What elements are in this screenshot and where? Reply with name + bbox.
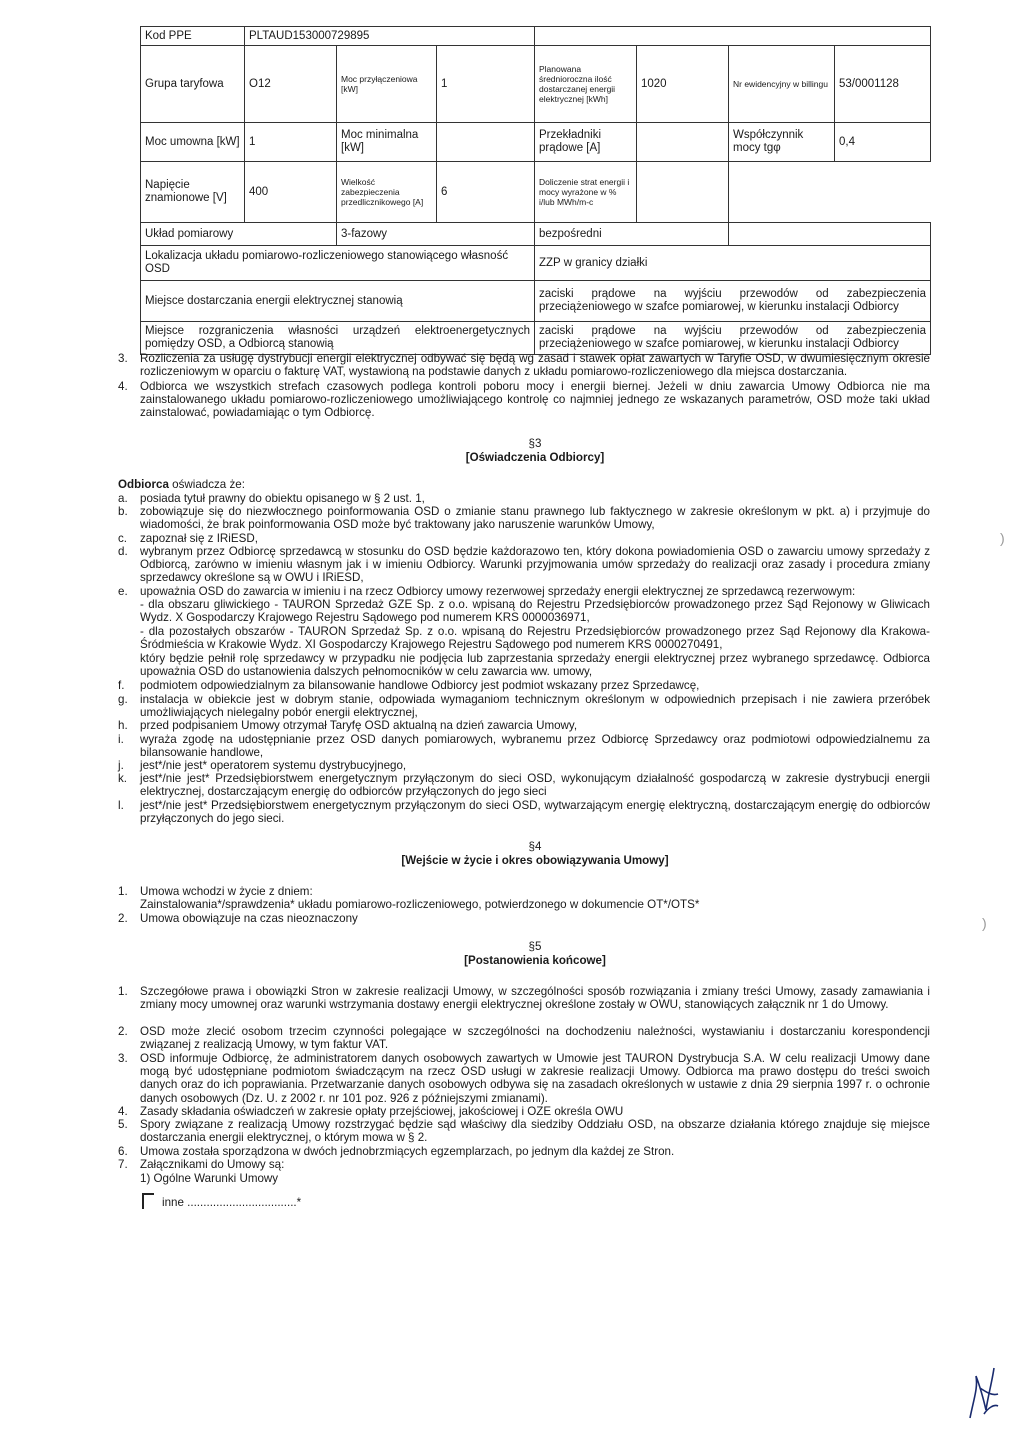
nr-ewid-value: 53/0001128 bbox=[835, 46, 931, 123]
planowana-label: Planowana średnioroczna ilość dostarczanej energii elektrycznej [kWh] bbox=[535, 46, 637, 123]
list-item: upoważnia OSD do zawarcia w imieniu i na rzecz Odbiorcy umowy rezerwowej sprzedaży energii elektrycznej ze sprzedawcą rezerwowym: bbox=[140, 585, 856, 598]
miejsce-dost-label: Miejsce dostarczania energii elektrycznej stanowią bbox=[141, 281, 535, 322]
empty-cell bbox=[729, 162, 931, 223]
list-item: posiada tytuł prawny do obiektu opisanego w § 2 ust. 1, bbox=[140, 492, 425, 505]
list-item: - dla pozostałych obszarów - TAURON Sprzedaż Sp. z o.o. wpisaną do Rejestru Przedsiębiorców prowadzonego przez Sąd Rejonowy dla Krakowa-Śródmieścia w Krakowie Wydz. XI Gospodarczy Krajowego Rejestru Sądowego pod numerem KRS 0000270491, bbox=[140, 625, 930, 652]
paragraph-4-1a: Umowa wchodzi w życie z dniem: bbox=[140, 885, 313, 898]
section-3-title: [Oświadczenia Odbiorcy] bbox=[465, 451, 605, 464]
margin-bracket-icon: ) bbox=[1000, 530, 1005, 546]
list-item: jest*/nie jest* Przedsiębiorstwem energetycznym przyłączonym do sieci OSD, wykonującym działalność gospodarczą w zakresie dystrybucji energii elektrycznej, dostarczającym energię do odbiorców przyłączonych do jego sieci bbox=[140, 772, 930, 799]
wspolczynnik-label: Współczynnik mocy tgφ bbox=[729, 123, 835, 162]
list-item: który będzie pełnił rolę sprzedawcy w przypadku nie podjęcia lub zaprzestania sprzedaży energii elektrycznej przez wybranego sprzedawcę. Odbiorca upoważnia OSD do ustanowienia dalszych pełnomocników w celu zawarcia ww. umowy, bbox=[140, 652, 930, 679]
paragraph-4-2: Umowa obowiązuje na czas nieoznaczony bbox=[140, 912, 358, 925]
list-item-letter: f. bbox=[118, 679, 125, 692]
napiecie-value: 400 bbox=[245, 162, 337, 223]
przekladniki-label: Przekładniki prądowe [A] bbox=[535, 123, 637, 162]
miejsce-dost-value: zaciski prądowe na wyjściu przewodów od zabezpieczenia przeciążeniowego w szafce pomiarowej, w kierunku instalacji Odbiorcy bbox=[535, 281, 931, 322]
uklad-value-1: 3-fazowy bbox=[337, 223, 535, 246]
wielkosc-label: Wielkość zabezpieczenia przedlicznikowego [A] bbox=[337, 162, 437, 223]
section-4-title: [Wejście w życie i okres obowiązywania Umowy] bbox=[401, 854, 669, 867]
intro-rest: oświadcza że: bbox=[168, 478, 245, 491]
empty-cell bbox=[535, 27, 931, 46]
table-row bbox=[141, 322, 931, 355]
list-item-number: 3. bbox=[118, 1052, 128, 1065]
list-item-letter: e. bbox=[118, 585, 128, 598]
list-item-number: 7. bbox=[118, 1158, 128, 1171]
list-item: podmiotem odpowiedzialnym za bilansowanie handlowe Odbiorcy jest podmiot wskazany przez Sprzedawcę, bbox=[140, 679, 700, 692]
uklad-label: Układ pomiarowy bbox=[141, 223, 337, 246]
paragraph-4-1b: Zainstalowania*/sprawdzenia* układu pomiarowo-rozliczeniowego, potwierdzonego w dokumencie OT*/OTS* bbox=[140, 898, 700, 911]
list-item-letter: j. bbox=[118, 759, 124, 772]
attachment-1: 1) Ogólne Warunki Umowy bbox=[140, 1172, 279, 1185]
list-item: Umowa została sporządzona w dwóch jednobrzmiących egzemplarzach, po jednym dla każdej ze Stron. bbox=[140, 1145, 675, 1158]
moc-przyl-value: 1 bbox=[437, 46, 535, 123]
margin-bracket-icon: ) bbox=[982, 915, 987, 931]
section-5-title: [Postanowienia końcowe] bbox=[464, 954, 606, 967]
list-item-letter: a. bbox=[118, 492, 128, 505]
kod-ppe-value: PLTAUD153000729895 bbox=[245, 27, 535, 46]
item-number: 3. bbox=[118, 352, 128, 365]
list-item-letter: b. bbox=[118, 505, 128, 518]
list-item: przed podpisaniem Umowy otrzymał Taryfę OSD aktualną na dzień zawarcia Umowy, bbox=[140, 719, 578, 732]
table-row bbox=[141, 281, 931, 322]
list-item: Załącznikami do Umowy są: bbox=[140, 1158, 285, 1171]
intro-bold: Odbiorca bbox=[118, 478, 169, 491]
section-5-number: §5 bbox=[528, 940, 542, 953]
list-item: wybranym przez Odbiorcę sprzedawcą w stosunku do OSD będzie każdorazowo ten, który dokona powiadomienia OSD o zawarciu umowy sprzedaży z Odbiorcą, zarówno w imieniu własnym jak i w imieniu Odbiorcy. Warunki przyjmowania umów sprzedaży do realizacji oraz zasady i procedura zmiany sprzedawcy określone są w OWU i IRiESD, bbox=[140, 545, 930, 585]
list-item: jest*/nie jest* Przedsiębiorstwem energetycznym przyłączonym do sieci OSD, wytwarzającym energię elektryczną, dostarczającym energię do odbiorców przyłączonych do jego sieci. bbox=[140, 799, 930, 826]
list-item-letter: g. bbox=[118, 693, 128, 706]
miejsce-rozgr-label: Miejsce rozgraniczenia własności urządzeń elektroenergetycznych pomiędzy OSD, a Odbiorcą stanowią bbox=[141, 322, 535, 355]
list-item: OSD informuje Odbiorcę, że administratorem danych osobowych zawartych w Umowie jest TAURON Dystrybucja S.A. W celu realizacji Umowy dane mogą być udostępniane podmiotom świadczącym na rzecz OSD usługi w zakresie realizacji Umowy. Odbiorca ma prawo dostępu do treści swoich danych oraz do ich poprawiania. Przetwarzanie danych osobowych odbywa się na zasadach określonych w ustawie z dnia 29 sierpnia 1997 r. o ochronie danych osobowych (Dz. U. z 2002 r. nr 101 poz. 926 z późniejszymi zmianami). bbox=[140, 1052, 930, 1105]
grupa-label: Grupa taryfowa bbox=[141, 46, 245, 123]
table-row bbox=[141, 27, 931, 46]
list-item-letter: k. bbox=[118, 772, 128, 785]
list-item: Zasady składania oświadczeń w zakresie opłaty przejściowej, jakościowej i OZE określa OWU bbox=[140, 1105, 624, 1118]
moc-umowna-label: Moc umowna [kW] bbox=[141, 123, 245, 162]
item-number: 1. bbox=[118, 885, 128, 898]
moc-min-label: Moc minimalna [kW] bbox=[337, 123, 437, 162]
ppe-table bbox=[140, 26, 931, 355]
attachment-2: inne ..................................* bbox=[162, 1196, 302, 1209]
paragraph-2-3: Rozliczenia za usługę dystrybucji energii elektrycznej odbywać się będą wg zasad i stawek opłat zawartych w Taryfie OSD, w dwumiesięcznym okresie rozliczeniowym w oparciu o fakturę VAT, wystawioną na podstawie danych z układu pomiarowo-rozliczeniowego dla miejsca dostarczania. bbox=[140, 352, 930, 379]
table-row bbox=[141, 123, 931, 162]
napiecie-label: Napięcie znamionowe [V] bbox=[141, 162, 245, 223]
moc-min-value bbox=[437, 123, 535, 162]
section-4-number: §4 bbox=[528, 840, 542, 853]
signature-icon bbox=[964, 1358, 1002, 1426]
list-item: OSD może zlecić osobom trzecim czynności polegające w szczególności na dochodzeniu należności, wystawianiu i dostarczaniu korespondencji związanej z realizacją Umowy, w tym faktur VAT. bbox=[140, 1025, 930, 1052]
list-item-number: 2. bbox=[118, 1025, 128, 1038]
list-item: instalacja w obiekcie jest w dobrym stanie, odpowiada wymaganiom technicznym określonym w odpowiednich przepisach i nie zawiera przeróbek umożliwiających nielegalny pobór energii elektrycznej, bbox=[140, 693, 930, 720]
paragraph-2-4: Odbiorca we wszystkich strefach czasowych podlega kontroli poboru mocy i energii biernej. Jeżeli w dniu zawarcia Umowy Odbiorca nie ma zainstalowanego układu pomiarowo-rozliczeniowego umożliwiającego kontrolę co najmniej jednego ze wskazanych parametrów, OSD może taki układ zainstalować, powiadamiając o tym Odbiorcę. bbox=[140, 380, 930, 420]
list-item: Spory związane z realizacją Umowy rozstrzygać będzie sąd właściwy dla siedziby Oddziału OSD, na obszarze działania którego znajduje się miejsce dostarczania energii elektrycznej, o którym mowa w § 2. bbox=[140, 1118, 930, 1145]
list-item: wyraża zgodę na udostępnianie przez OSD danych pomiarowych, wybranemu przez Odbiorcę Sprzedawcy oraz podmiotowi odpowiedzialnemu za bilansowanie handlowe, bbox=[140, 733, 930, 760]
uklad-value-2: bezpośredni bbox=[535, 223, 729, 246]
doliczenie-value bbox=[637, 162, 729, 223]
checkbox-corner-icon bbox=[142, 1193, 154, 1209]
list-item-letter: c. bbox=[118, 532, 128, 545]
list-item-number: 4. bbox=[118, 1105, 128, 1118]
wspolczynnik-value: 0,4 bbox=[835, 123, 931, 162]
table-row bbox=[141, 246, 931, 281]
wielkosc-value: 6 bbox=[437, 162, 535, 223]
grupa-value: O12 bbox=[245, 46, 337, 123]
section-3-number: §3 bbox=[528, 437, 542, 450]
item-number: 4. bbox=[118, 380, 128, 393]
list-item-number: 6. bbox=[118, 1145, 128, 1158]
list-item-letter: l. bbox=[118, 799, 124, 812]
moc-umowna-value: 1 bbox=[245, 123, 337, 162]
list-item: zobowiązuje się do niezwłocznego poinformowania OSD o zmianie stanu prawnego lub faktycznego w zakresie określonym w pkt. a) i przyjmuje do wiadomości, że brak poinformowania OSD może być traktowany jako naruszenie warunków Umowy, bbox=[140, 505, 930, 532]
list-item-letter: d. bbox=[118, 545, 128, 558]
table-row bbox=[141, 223, 931, 246]
przekladniki-value bbox=[637, 123, 729, 162]
list-item: Szczegółowe prawa i obowiązki Stron w zakresie realizacji Umowy, w szczególności sposób rozwiązania i zmiany treści Umowy, zasady zamawiania i zmiany mocy umownej oraz warunki wstrzymania dostawy energii elektrycznej określone zostały w OWU, stanowiących załącznik nr 1 do Umowy. bbox=[140, 985, 930, 1012]
doliczenie-label: Doliczenie strat energii i mocy wyrażone w % i/lub MWh/m-c bbox=[535, 162, 637, 223]
section-3-intro bbox=[118, 478, 930, 491]
planowana-value: 1020 bbox=[637, 46, 729, 123]
item-number: 2. bbox=[118, 912, 128, 925]
table-row bbox=[141, 46, 931, 123]
table-row bbox=[141, 162, 931, 223]
list-item: - dla obszaru gliwickiego - TAURON Sprzedaż GZE Sp. z o.o. wpisaną do Rejestru Przedsiębiorców prowadzonego przez Sąd Rejonowy w Gliwicach Wydz. X Gospodarczy Krajowego Rejestru Sądowego pod numerem KRS 0000036971, bbox=[140, 598, 930, 625]
list-item-number: 1. bbox=[118, 985, 128, 998]
list-item-letter: i. bbox=[118, 733, 124, 746]
list-item-letter: h. bbox=[118, 719, 128, 732]
nr-ewid-label: Nr ewidencyjny w billingu bbox=[729, 46, 835, 123]
lokalizacja-value: ZZP w granicy działki bbox=[535, 246, 931, 281]
lokalizacja-label: Lokalizacja układu pomiarowo-rozliczeniowego stanowiącego własność OSD bbox=[141, 246, 535, 281]
empty-cell bbox=[729, 223, 931, 246]
kod-ppe-label: Kod PPE bbox=[141, 27, 245, 46]
list-item: jest*/nie jest* operatorem systemu dystrybucyjnego, bbox=[140, 759, 407, 772]
miejsce-rozgr-value: zaciski prądowe na wyjściu przewodów od zabezpieczenia przeciążeniowego w szafce pomiarowej, w kierunku instalacji Odbiorcy bbox=[535, 322, 931, 355]
list-item-number: 5. bbox=[118, 1118, 128, 1131]
list-item: zapoznał się z IRiESD, bbox=[140, 532, 258, 545]
moc-przyl-label: Moc przyłączeniowa [kW] bbox=[337, 46, 437, 123]
